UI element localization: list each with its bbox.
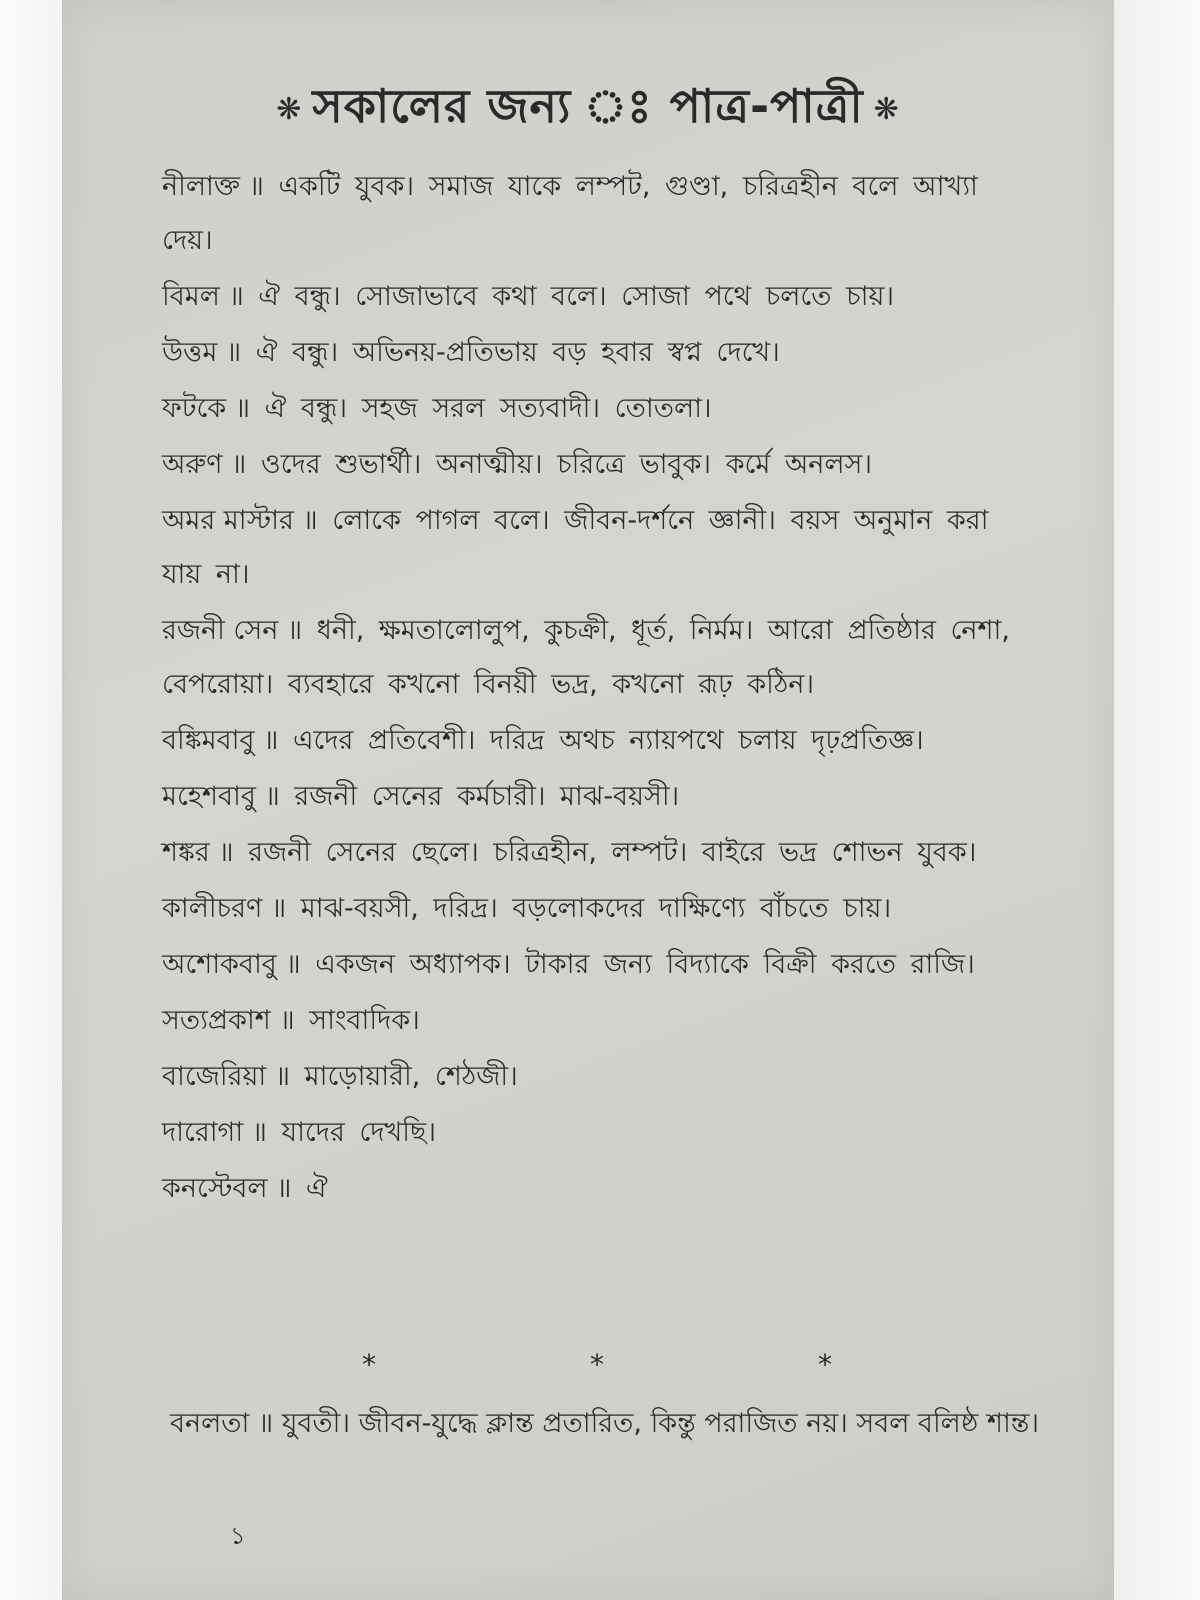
title-text: সকালের জন্য ঃ পাত্র-পাত্রী — [312, 79, 864, 133]
character-description: রজনী সেনের কর্মচারী। মাঝ-বয়সী। — [294, 781, 680, 812]
character-description: ধনী, ক্ষমতালোলুপ, কুচক্রী, ধূর্ত, নির্মম। আরো প্রতিষ্ঠার নেশা, বেপরোয়া। ব্যবহারে কখনো বিনয়ী ভদ্র, কখনো রূঢ় কঠিন। — [162, 615, 1010, 700]
character-description: ওদের শুভার্থী। অনাত্মীয়। চরিত্রে ভাবুক। কর্মে অনলস। — [260, 449, 873, 480]
character-entry — [162, 1162, 1042, 1216]
character-description: লোকে পাগল বলে। জীবন-দর্শনে জ্ঞানী। বয়স অনুমান করা যায় না। — [162, 505, 989, 590]
character-description: সাংবাদিক। — [309, 1005, 420, 1036]
character-name: রজনী সেন ॥ — [162, 615, 303, 646]
divider-star: * — [362, 1348, 376, 1381]
character-entry — [162, 382, 1042, 436]
character-entry — [162, 994, 1042, 1048]
character-name: অশোকবাবু ॥ — [162, 949, 301, 980]
divider-star: * — [818, 1348, 832, 1381]
character-entry — [162, 494, 1042, 602]
character-name: বিমল ॥ — [162, 281, 244, 312]
character-entry — [162, 438, 1042, 492]
title-star-right: ❋ — [873, 92, 900, 127]
character-name: বঙ্কিমবাবু ॥ — [162, 725, 279, 756]
character-description: একটি যুবক। সমাজ যাকে লম্পট, গুণ্ডা, চরিত্রহীন বলে আখ্যা দেয়। — [162, 171, 978, 256]
character-name: দারোগা ॥ — [162, 1117, 267, 1148]
character-entry-final — [170, 1396, 1050, 1452]
character-description: যুবতী। জীবন-যুদ্ধে ক্লান্ত প্রতারিত, কিন্তু পরাজিত নয়। সবল বলিষ্ঠ শান্ত। — [281, 1408, 1040, 1439]
character-description: ঐ — [305, 1173, 328, 1204]
character-name: বাজেরিয়া ॥ — [162, 1061, 291, 1092]
character-description: এদের প্রতিবেশী। দরিদ্র অথচ ন্যায়পথে চলায় দৃঢ়প্রতিজ্ঞ। — [292, 725, 924, 756]
character-description: ঐ বন্ধু। অভিনয়-প্রতিভায় বড় হবার স্বপ্ন দেখে। — [255, 337, 780, 368]
character-description: রজনী সেনের ছেলে। চরিত্রহীন, লম্পট। বাইরে ভদ্র শোভন যুবক। — [248, 837, 977, 868]
character-entry — [162, 604, 1042, 712]
character-list — [162, 160, 1042, 1218]
character-entry — [162, 1106, 1042, 1160]
character-description: মাঝ-বয়সী, দরিদ্র। বড়লোকদের দাক্ষিণ্যে বাঁচতে চায়। — [300, 893, 892, 924]
character-description: ঐ বন্ধু। সহজ সরল সত্যবাদী। তোতলা। — [264, 393, 712, 424]
character-entry — [162, 938, 1042, 992]
character-description: মাড়োয়ারী, শেঠজী। — [304, 1061, 518, 1092]
left-background-edge — [0, 0, 62, 1600]
character-entry — [162, 270, 1042, 324]
book-page — [62, 0, 1114, 1600]
character-name: শঙ্কর ॥ — [162, 837, 234, 868]
character-entry — [162, 326, 1042, 380]
character-name: অরুণ ॥ — [162, 449, 247, 480]
title-star-left: ❋ — [276, 92, 303, 127]
character-name: উত্তম ॥ — [162, 337, 242, 368]
character-name: অমর মাস্টার ॥ — [162, 505, 318, 536]
right-background-edge — [1114, 0, 1200, 1600]
character-name: কনস্টেবল ॥ — [162, 1173, 292, 1204]
divider-star: * — [590, 1348, 604, 1381]
character-entry — [162, 826, 1042, 880]
character-entry — [162, 1050, 1042, 1104]
character-description: একজন অধ্যাপক। টাকার জন্য বিদ্যাকে বিক্রী করতে রাজি। — [315, 949, 975, 980]
character-entry — [162, 882, 1042, 936]
character-entry — [162, 714, 1042, 768]
character-name: সত্যপ্রকাশ ॥ — [162, 1005, 295, 1036]
page-title — [62, 72, 1114, 148]
character-description: ঐ বন্ধু। সোজাভাবে কথা বলে। সোজা পথে চলতে চায়। — [258, 281, 895, 312]
section-divider — [62, 1348, 1114, 1388]
character-entry — [162, 770, 1042, 824]
character-description: যাদের দেখছি। — [281, 1117, 436, 1148]
page-number: ১ — [230, 1522, 246, 1550]
character-entry — [162, 160, 1042, 268]
character-name: মহেশবাবু ॥ — [162, 781, 280, 812]
character-name: কালীচরণ ॥ — [162, 893, 287, 924]
character-name: বনলতা ॥ — [170, 1408, 274, 1439]
character-name: ফটকে ॥ — [162, 393, 251, 424]
character-name: নীলাক্ত ॥ — [162, 171, 264, 202]
